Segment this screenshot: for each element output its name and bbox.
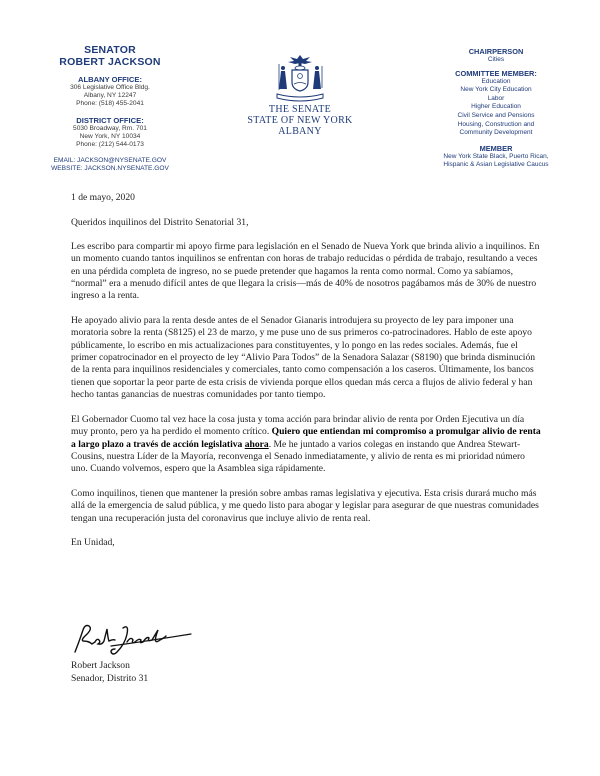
- letter-greeting: Queridos inquilinos del Distrito Senatorial 31,: [71, 217, 249, 229]
- chairperson-title: CHAIRPERSON: [468, 47, 524, 56]
- seal-line-senate: THE SENATE: [268, 104, 332, 115]
- committee-item: Higher Education: [471, 103, 521, 111]
- new-york-state-seal-icon: [269, 52, 331, 102]
- committee-member-title: COMMITTEE MEMBER:: [455, 68, 537, 78]
- paragraph-3-intro: El Gobernador Cuomo tal vez hace la cosa justa y toma acción para brindar alivio de renta por Orden Ejecutiva un día muy pronto, pero ya ha perdido el momento crítico.: [71, 413, 525, 438]
- district-office-title: DISTRICT OFFICE:: [76, 115, 144, 125]
- paragraph-4: Como inquilinos, tienen que mantener la presión sobre ambas ramas legislativa y ejecutiva. Esta crisis durará mucho más allá de la emergencia de salud pública, y me quedo listo para abogar y legislar para asegurar de que nuestras comunidades tengan una recuperación justa del coronavirus que incluye alivio de renta real.: [71, 487, 539, 524]
- letter-date: 1 de mayo, 2020: [71, 192, 135, 203]
- senator-label: SENATOR: [84, 44, 136, 56]
- senate-seal-block: [230, 52, 370, 137]
- signature-block: [71, 659, 148, 685]
- letter-closing: En Unidad,: [71, 536, 115, 548]
- chairperson-item: Cities: [487, 56, 505, 63]
- district-office-line: Phone: (212) 544-0173: [76, 141, 144, 149]
- member-item: Hispanic & Asian Legislative Caucus: [443, 161, 549, 169]
- committee-item: New York City Education: [460, 86, 532, 94]
- signer-name: Robert Jackson: [71, 660, 130, 671]
- website-link[interactable]: WEBSITE: JACKSON.NYSENATE.GOV: [51, 165, 169, 173]
- committee-block: [410, 44, 582, 170]
- seal-line-state: STATE OF NEW YORK: [247, 115, 353, 126]
- albany-office-title: ALBANY OFFICE:: [78, 75, 142, 84]
- paragraph-3: [71, 414, 543, 476]
- albany-office-line: Phone: (518) 455-2041: [76, 100, 144, 108]
- member-title: MEMBER: [479, 143, 513, 153]
- albany-office-line: 306 Legislative Office Bldg.: [70, 84, 150, 91]
- paragraph-3-emphasis-underlined: ahora: [244, 438, 269, 450]
- paragraph-3-rest: . Me he juntado a varios colegas en instando que Andrea Stewart-Cousins, nuestra Líder de la Mayoría, reconvenga el Senado inmediatamente, y alivio de renta es mi prioridad número uno. Cuando volvemos, espero que la Asamblea siga rápidamente.: [71, 438, 525, 475]
- email-link[interactable]: EMAIL: JACKSON@NYSENATE.GOV: [53, 157, 167, 165]
- senator-contact-block: [30, 44, 190, 173]
- committee-item: Housing, Construction and: [457, 120, 535, 128]
- handwritten-signature: [71, 612, 201, 658]
- paragraph-2: He apoyado alivio para la renta desde antes de el Senador Gianaris introdujera su proyecto de ley para imponer una moratoria sobre la renta (S8125) el 23 de marzo, y me puse uno de sus primeros co-patrocinadores. Hablo de este apoyo públicamente, lo escribo en mis actualizaciones para constituyentes, y lo pongo en las redes sociales. Además, fue el primer copatrocinador en el proyecto de ley “Alivio Para Todos” de la Senadora Salazar (S8190) que brinda disminución de la renta para inquilinos residenciales y comerciales, tanto como compensación a los caseros. Últimamente, los bancos tienen que soportar la peor parte de esta crisis de vivienda porque ellos quedan más cerca a flujos de alivio federal y han hecho tantas ganancias de nuestras comunidades por tanto tiempo.: [71, 314, 536, 401]
- committee-item: Civil Service and Pensions: [457, 111, 535, 119]
- paragraph-1: Les escribo para compartir mi apoyo firme para legislación en el Senado de Nueva York que brinda alivio a inquilinos. En un momento cuando tantos inquilinos se enfrentan con horas de trabajo reducidas o pérdida de trabajo, resultando a veces en una pérdida completa de ingreso, no se puede pretender que hagamos la renta como normal. Como ya sabíamos, “normal” era a menudo difícil antes de que llegara la crisis—más de 40% de nosotros pagábamos más de 30% de nuestro ingreso a la renta.: [71, 240, 540, 302]
- signer-title: Senador, Distrito 31: [71, 673, 149, 684]
- letter-body: [71, 192, 543, 549]
- paragraph-3-emphasis: Quiero que entiendan mi compromiso a promulgar alivio de renta a largo plazo a través de acción legislativa: [71, 426, 541, 450]
- committee-item: Community Development: [459, 129, 533, 137]
- member-item: New York State Black, Puerto Rican,: [443, 152, 549, 160]
- committee-item: Labor: [487, 94, 505, 102]
- senator-name: ROBERT JACKSON: [59, 56, 161, 68]
- seal-line-albany: ALBANY: [278, 126, 322, 137]
- albany-office-line: Albany, NY 12247: [83, 92, 137, 100]
- district-office-line: New York, NY 10034: [79, 132, 141, 140]
- district-office-line: 5030 Broadway, Rm. 701: [73, 124, 147, 132]
- committee-item: Education: [481, 77, 511, 85]
